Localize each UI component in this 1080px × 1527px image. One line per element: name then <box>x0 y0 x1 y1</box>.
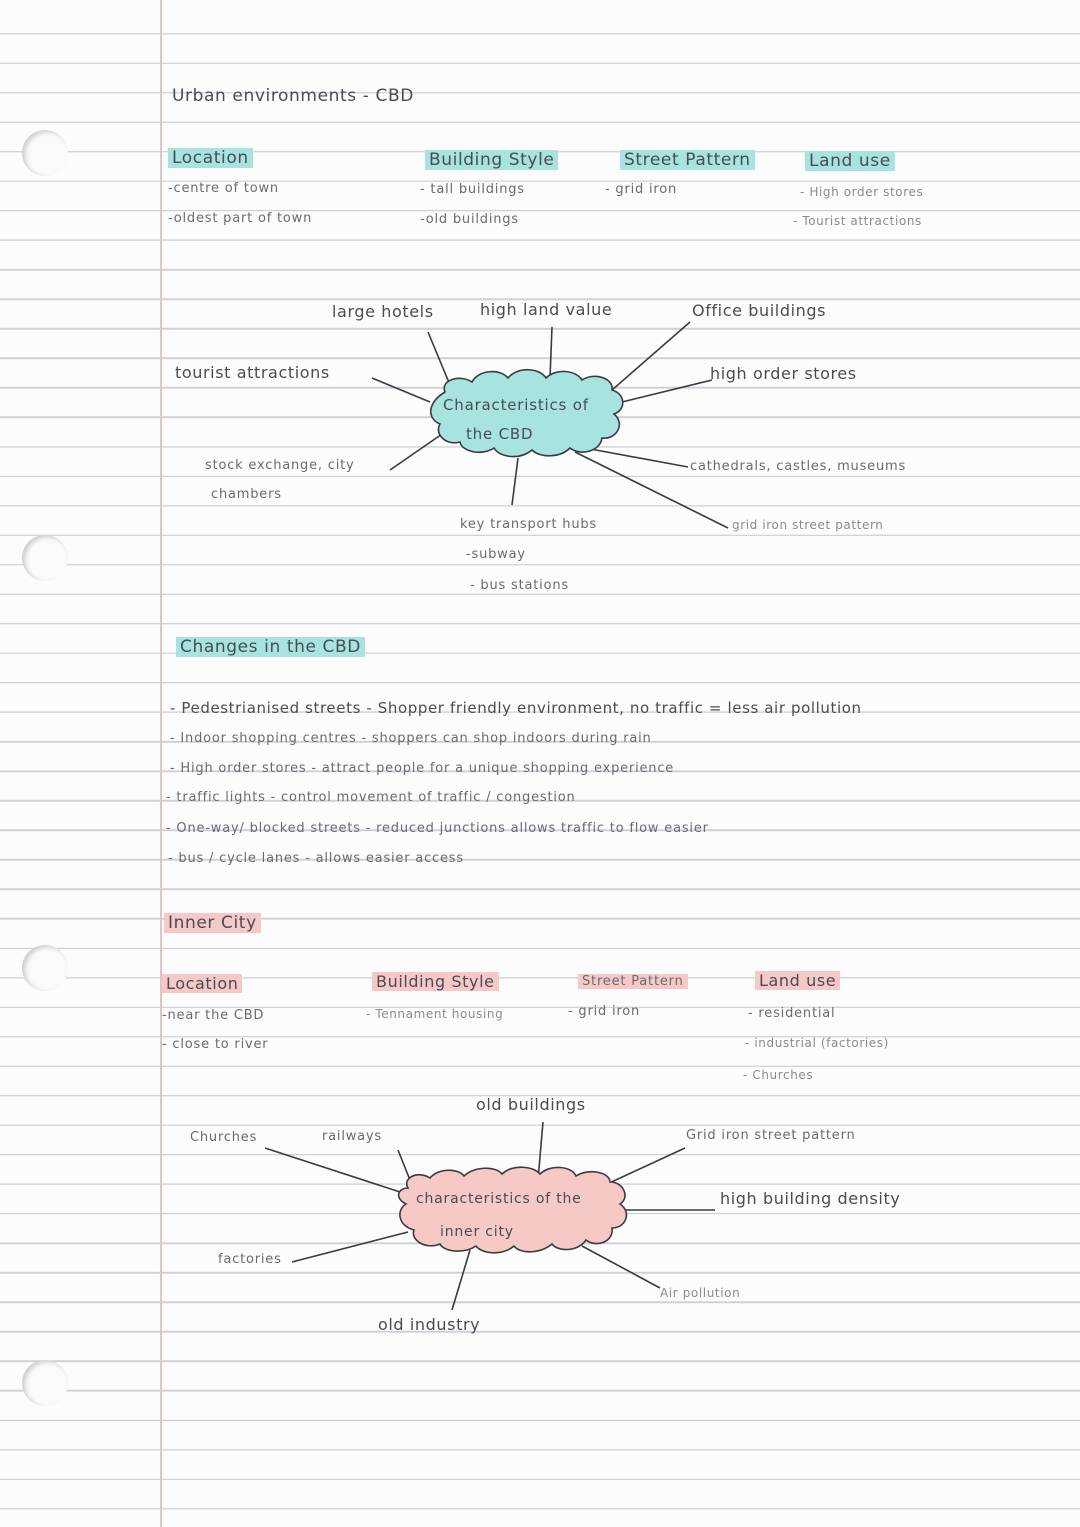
mindmap-node: large hotels <box>332 302 434 321</box>
inner-location-item: -near the CBD <box>162 1008 265 1023</box>
inner-landuse-item: - Churches <box>743 1068 814 1082</box>
mindmap-node: Grid iron street pattern <box>686 1128 856 1143</box>
inner-street-item: - grid iron <box>568 1004 641 1019</box>
changes-heading: Changes in the CBD <box>176 637 365 657</box>
cbd-building-item: -old buildings <box>420 212 519 227</box>
changes-item: - traffic lights - control movement of traffic / congestion <box>166 790 576 805</box>
inner-landuse-item: - residential <box>748 1006 836 1021</box>
changes-item: - One-way/ blocked streets - reduced junctions allows traffic to flow easier <box>166 821 709 836</box>
inner-building-item: - Tennament housing <box>366 1007 504 1021</box>
changes-item: - bus / cycle lanes - allows easier access <box>168 851 464 866</box>
mindmap-node: -subway <box>466 547 526 562</box>
cbd-center-line1: Characteristics of <box>443 396 589 414</box>
inner-location-item: - close to river <box>162 1037 269 1052</box>
mindmap-node: stock exchange, city <box>205 458 355 473</box>
cbd-location-item: -centre of town <box>168 181 279 196</box>
mindmap-node: high order stores <box>710 364 857 383</box>
mindmap-node: key transport hubs <box>460 517 597 532</box>
inner-landuse-item: - industrial (factories) <box>745 1036 889 1050</box>
inner-city-heading: Inner City <box>164 913 261 933</box>
mindmap-node: old buildings <box>476 1095 586 1114</box>
inner-landuse-heading: Land use <box>755 971 840 990</box>
mindmap-node: Air pollution <box>660 1286 741 1300</box>
cbd-street-heading: Street Pattern <box>620 150 755 170</box>
cbd-location-heading: Location <box>168 148 253 168</box>
cbd-building-item: - tall buildings <box>420 182 525 197</box>
cbd-center-line2: the CBD <box>466 425 534 443</box>
inner-center-line2: inner city <box>440 1224 514 1240</box>
inner-street-heading: Street Pattern <box>578 974 688 989</box>
mindmap-node: tourist attractions <box>175 363 330 382</box>
mindmap-node: - bus stations <box>470 578 569 593</box>
mindmap-node: old industry <box>378 1315 481 1334</box>
page-title: Urban environments - CBD <box>172 86 414 106</box>
cbd-landuse-item: - High order stores <box>800 185 924 199</box>
mindmap-node: cathedrals, castles, museums <box>690 459 907 474</box>
cbd-landuse-heading: Land use <box>805 151 895 171</box>
cbd-location-item: -oldest part of town <box>168 211 313 226</box>
cbd-street-item: - grid iron <box>605 182 678 197</box>
mindmap-node: Churches <box>190 1130 258 1145</box>
mindmap-node: high building density <box>720 1189 901 1208</box>
mindmap-node: high land value <box>480 300 613 319</box>
changes-item: - High order stores - attract people for a unique shopping experience <box>170 761 675 776</box>
cbd-building-heading: Building Style <box>425 150 558 170</box>
mindmap-node: chambers <box>211 487 282 502</box>
inner-building-heading: Building Style <box>372 972 499 991</box>
cbd-landuse-item: - Tourist attractions <box>793 214 922 228</box>
mindmap-node: Office buildings <box>692 301 827 320</box>
mindmap-node: factories <box>218 1252 282 1267</box>
inner-center-line1: characteristics of the <box>416 1191 582 1207</box>
changes-item: - Indoor shopping centres - shoppers can shop indoors during rain <box>170 731 652 746</box>
mindmap-node: grid iron street pattern <box>732 518 884 532</box>
inner-location-heading: Location <box>162 974 242 993</box>
mindmap-node: railways <box>322 1129 382 1144</box>
changes-item: - Pedestrianised streets - Shopper friendly environment, no traffic = less air pollution <box>170 699 862 717</box>
